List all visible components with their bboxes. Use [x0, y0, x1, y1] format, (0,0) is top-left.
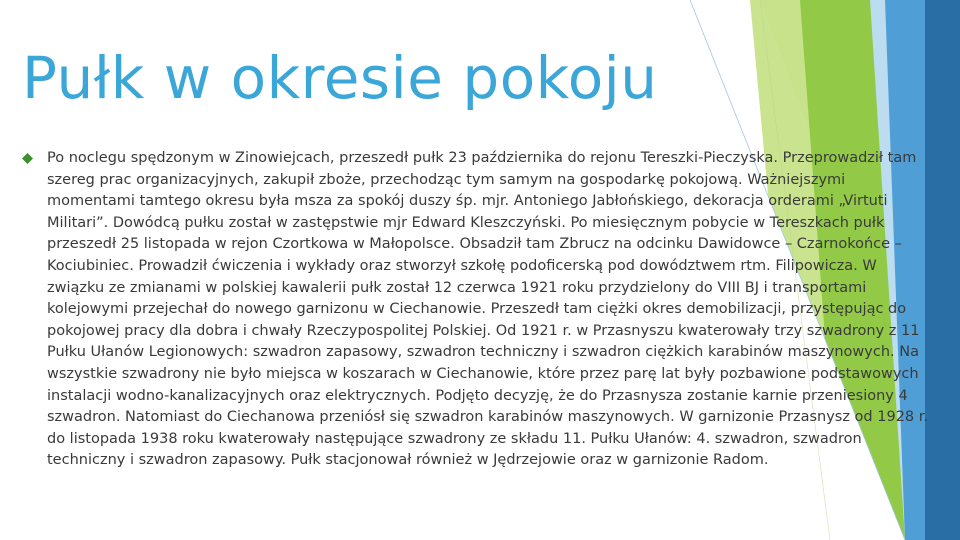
- body-paragraph: Po noclegu spędzonym w Zinowiejcach, przeszedł pułk 23 października do rejonu Tereszki-Pieczyska. Przeprowadził tam szereg prac organizacyjnych, zakupił zboże, przechodząc tym samym na gospodarkę pokojową. Ważniejszymi momentami tamtego okresu była msza za spokój duszy śp. mjr. Antoniego Jabłońskiego, dekoracja orderami „Virtuti Militari”. Dowódcą pułku został w zastępstwie mjr Edward Kleszczyński. Po miesięcznym pobycie w Tereszkach pułk przeszedł 25 listopada w rejon Czortkowa w Małopolsce. Obsadził tam Zbrucz na odcinku Dawidowce – Czarnokońce – Kociubiniec. Prowadził ćwiczenia i wykłady oraz stworzył szkołę podoficerską pod dowództwem rtm. Filipowicza. W związku ze zmianami w polskiej kawalerii pułk został 12 czerwca 1921 roku przydzielony do VIII BJ i transportami kolejowymi przejechał do nowego garnizonu w Ciechanowie. Przeszedł tam ciężki okres demobilizacji, przystępując do pokojowej pracy dla dobra i chwały Rzeczypospolitej Polskiej. Od 1921 r. w Przasnyszu kwaterowały trzy szwadrony z 11 Pułku Ułanów Legionowych: szwadron zapasowy, szwadron techniczny i szwadron ciężkich karabinów maszynowych. Na wszystkie szwadrony nie było miejsca w koszarach w Ciechanowie, które przez parę lat były pozbawione podstawowych instalacji wodno-kanalizacyjnych oraz elektrycznych. Podjęto decyzję, że do Przasnysza zostanie karnie przeniesiony 4 szwadron. Natomiast do Ciechanowa przeniósł się szwadron karabinów maszynowych. W garnizonie Przasnysz od 1928 r. do listopada 1938 roku kwaterowały następujące szwadrony ze składu 11. Pułku Ułanów: 4. szwadron, szwadron techniczny i szwadron zapasowy. Pułk stacjonował również w Jędrzejowie oraz w garnizonie Radom.: [47, 150, 928, 469]
- slide-title: Pułk w okresie pokoju: [22, 44, 658, 112]
- diamond-bullet-icon: [22, 153, 33, 164]
